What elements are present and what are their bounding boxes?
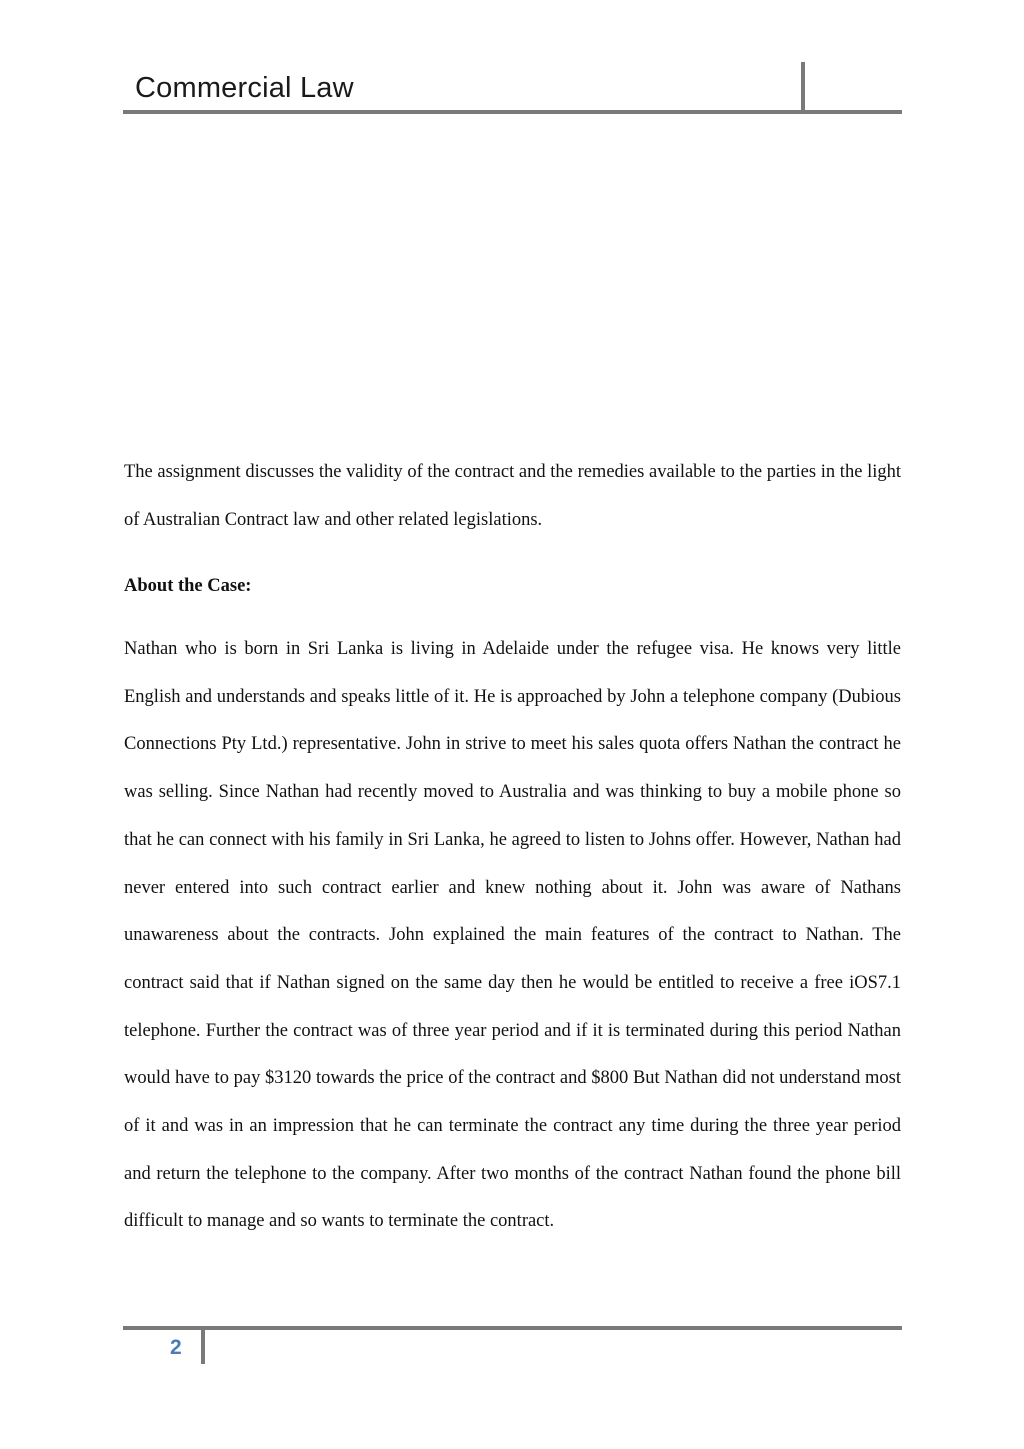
case-paragraph: Nathan who is born in Sri Lanka is living in Adelaide under the refugee visa. He knows very little English and understands and speaks little of it. He is approached by John a telephone company (Dubious Connections Pty Ltd.) representative. John in strive to meet his sales quota offers Nathan the contract he was selling. Since Nathan had recently moved to Australia and was thinking to buy a mobile phone so that he can connect with his family in Sri Lanka, he agreed to listen to Johns offer. However, Nathan had never entered into such contract earlier and knew nothing about it. John was aware of Nathans unawareness about the contracts. John explained the main features of the contract to Nathan. The contract said that if Nathan signed on the same day then he would be entitled to receive a free iOS7.1 telephone. Further the contract was of three year period and if it is terminated during this period Nathan would have to pay $3120 towards the price of the contract and $800 But Nathan did not understand most of it and was in an impression that he can terminate the contract any time during the three year period and return the telephone to the company. After two months of the contract Nathan found the phone bill difficult to manage and so wants to terminate the contract. [124, 639, 901, 1232]
intro-paragraph: The assignment discusses the validity of the contract and the remedies available to the parties in the light of Australian Contract law and other related legislations. [124, 462, 901, 530]
document-title: Commercial Law [135, 72, 354, 104]
header-rule [123, 110, 902, 114]
footer-rule [123, 1326, 902, 1330]
section-heading: About the Case: [124, 576, 252, 596]
header-divider-vertical [801, 62, 805, 112]
page-number: 2 [170, 1336, 182, 1359]
footer-divider-vertical [201, 1328, 205, 1364]
